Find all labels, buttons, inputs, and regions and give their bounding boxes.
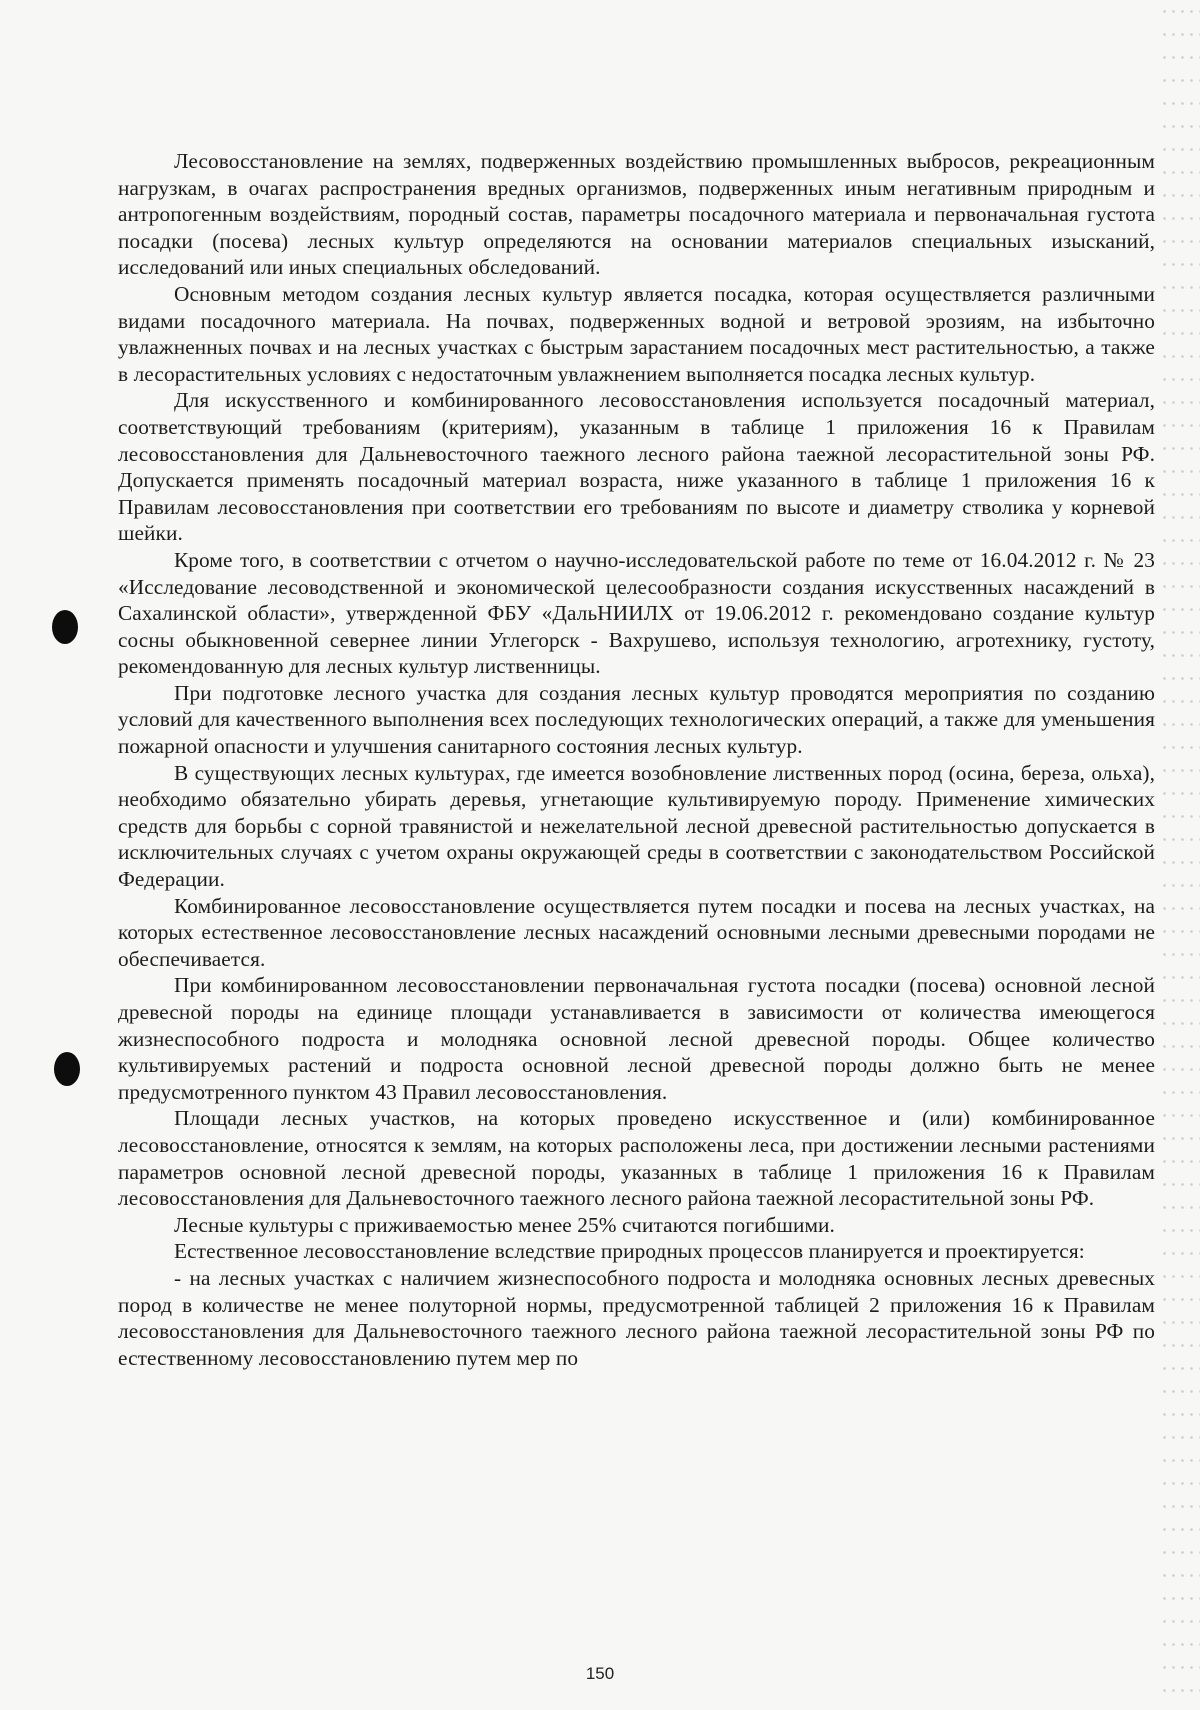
document-body [118,148,1155,1371]
page-number: 150 [585,1664,615,1683]
paragraph-reforestation-affected-lands: Лесовосстановление на землях, подверженных воздействию промышленных выбросов, рекреационным нагрузкам, в очагах распространения вредных организмов, подверженных иным негативным природным и антропогенным воздействиям, породный состав, параметры посадочного материала и первоначальная густота посадки (посева) лесных культур определяются на основании материалов специальных изысканий, исследований или иных специальных обследований. [118,149,1155,280]
paragraph-research-report: Кроме того, в соответствии с отчетом о научно-исследовательской работе по теме от 16.04.2012 г. № 23 «Исследование лесоводственной и экономической целесообразности создания искусственных насаждений в Сахалинской области», утвержденной ФБУ «ДальНИИЛХ от 19.06.2012 г. рекомендовано создание культур сосны обыкновенной севернее линии Углегорск - Вахрушево, используя технологию, агротехнику, густоту, рекомендованную для лесных культур лиственницы. [118,547,1155,679]
paragraph-initial-density: При комбинированном лесовосстановлении первоначальная густота посадки (посева) основной лесной древесной породы на единице площади устанавливается в зависимости от количества имеющегося жизнеспособного подроста и молодняка основной лесной древесной породы. Общее количество культивируемых растений и подроста основной лесной древесной породы должно быть не менее предусмотренного пунктом 43 Правил лесовосстановления. [118,973,1155,1104]
paragraph-undergrowth-list-item: - на лесных участках с наличием жизнеспособного подроста и молодняка основных лесных древесных пород в количестве не менее полуторной нормы, предусмотренной таблицей 2 приложения 16 к Правилам лесовосстановления для Дальневосточного таежного лесного района таежной лесорастительной зоны РФ по естественному лесовосстановлению путем мер по [118,1265,1155,1370]
paragraph-existing-cultures: В существующих лесных культурах, где имеется возобновление лиственных пород (осина, береза, ольха), необходимо обязательно убирать деревья, угнетающие культивируемую породу. Применение химических средств для борьбы с сорной травянистой и нежелательной лесной древесной растительностью допускается в исключительных случаях с учетом охраны окружающей среды в соответствии с законодательством Российской Федерации. [118,760,1155,892]
paragraph-forest-lands: Площади лесных участков, на которых проведено искусственное и (или) комбинированное лесовосстановление, относятся к землям, на которых расположены леса, при достижении лесными растениями параметров основной лесной древесной породы, указанных в таблице 1 приложения 16 к Правилам лесовосстановления для Дальневосточного таежного лесного района таежной лесорастительной зоны РФ. [118,1106,1155,1211]
paragraph-site-preparation: При подготовке лесного участка для создания лесных культур проводятся мероприятия по созданию условий для качественного выполнения всех последующих технологических операций, а также для уменьшения пожарной опасности и улучшения санитарного состояния лесных культур. [118,680,1155,759]
scan-edge-noise [1160,0,1200,1710]
paragraph-survival-rate: Лесные культуры с приживаемостью менее 25% считаются погибшими. [174,1212,835,1237]
paragraph-planting-material: Для искусственного и комбинированного лесовосстановления используется посадочный материал, соответствующий требованиям (критериям), указанным в таблице 1 приложения 16 к Правилам лесовосстановления для Дальневосточного таежного лесного района таежной лесорастительной зоны РФ. Допускается применять посадочный материал возраста, ниже указанного в таблице 1 приложения 16 к Правилам лесовосстановления при соответствии его требованиям по высоте и диаметру стволика у корневой шейки. [118,388,1155,546]
punch-hole-upper [52,610,78,644]
paragraph-natural-reforestation: Естественное лесовосстановление вследствие природных процессов планируется и проектируется: [174,1239,1085,1264]
punch-hole-lower [54,1052,80,1086]
paragraph-combined-reforestation: Комбинированное лесовосстановление осуществляется путем посадки и посева на лесных участках, на которых естественное лесовосстановление лесных насаждений основными лесными древесными породами не обеспечивается. [118,893,1155,971]
paragraph-planting-method: Основным методом создания лесных культур является посадка, которая осуществляется различными видами посадочного материала. На почвах, подверженных водной и ветровой эрозиям, на избыточно увлажненных почвах и на лесных участках с быстрым зарастанием посадочных мест растительностью, а также в лесорастительных условиях с недостаточным увлажнением выполняется посадка лесных культур. [118,281,1155,386]
